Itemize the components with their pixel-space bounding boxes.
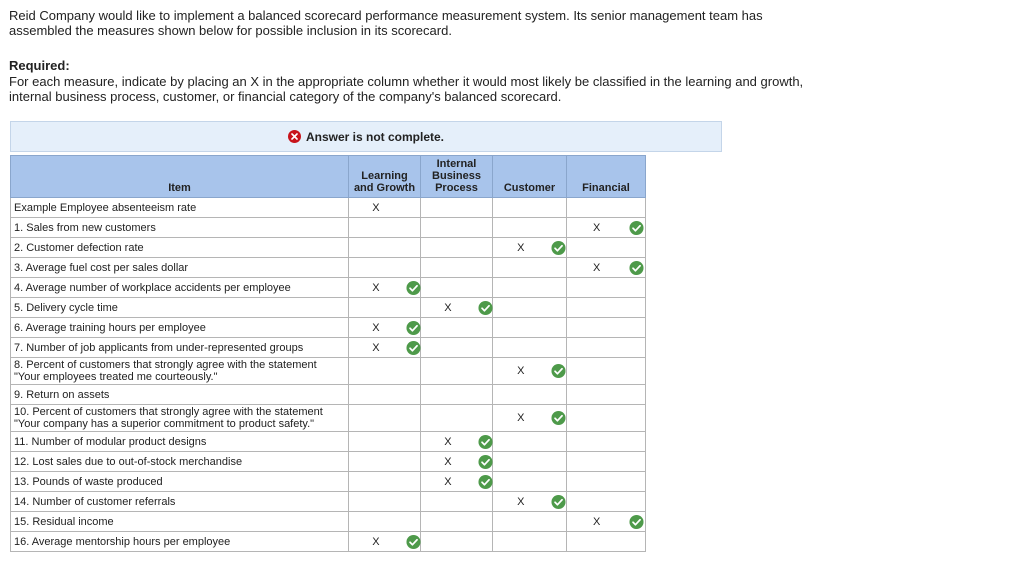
item-label: 5. Delivery cycle time bbox=[11, 298, 349, 318]
answer-cell-customer[interactable] bbox=[493, 318, 567, 338]
x-mark: X bbox=[372, 281, 380, 294]
answer-cell-financial[interactable] bbox=[567, 298, 646, 318]
item-label: 13. Pounds of waste produced bbox=[11, 472, 349, 492]
answer-cell-financial[interactable] bbox=[567, 492, 646, 512]
answer-cell-financial[interactable] bbox=[567, 198, 646, 218]
item-label: 8. Percent of customers that strongly agree with the statement "Your employees treated me courteously." bbox=[11, 358, 349, 385]
answer-cell-learning[interactable] bbox=[349, 298, 421, 318]
check-icon bbox=[406, 534, 421, 549]
header-internal-business-process: Internal Business Process bbox=[421, 156, 493, 198]
answer-cell-financial[interactable] bbox=[567, 278, 646, 298]
answer-cell-customer[interactable] bbox=[493, 432, 567, 452]
item-label: 4. Average number of workplace accidents per employee bbox=[11, 278, 349, 298]
table-row bbox=[11, 358, 646, 385]
x-mark: X bbox=[372, 341, 380, 354]
table-row bbox=[11, 452, 646, 472]
required-text: For each measure, indicate by placing an X in the appropriate column whether it would most likely be classified in the learning and growth, internal business process, customer, or financial category of the company's balanced scorecard. bbox=[9, 74, 804, 104]
answer-cell-financial[interactable] bbox=[567, 238, 646, 258]
answer-cell-customer[interactable] bbox=[493, 238, 567, 258]
x-mark: X bbox=[517, 241, 525, 254]
answer-cell-financial[interactable] bbox=[567, 532, 646, 552]
answer-cell-customer[interactable] bbox=[493, 452, 567, 472]
answer-cell-financial[interactable] bbox=[567, 385, 646, 405]
header-financial: Financial bbox=[567, 156, 646, 198]
answer-cell-internal[interactable] bbox=[421, 238, 493, 258]
answer-cell-learning[interactable] bbox=[349, 385, 421, 405]
status-banner bbox=[10, 121, 722, 152]
answer-cell-internal[interactable] bbox=[421, 318, 493, 338]
table-row bbox=[11, 198, 646, 218]
item-label: 1. Sales from new customers bbox=[11, 218, 349, 238]
check-icon bbox=[406, 320, 421, 335]
check-icon bbox=[551, 411, 566, 426]
answer-cell-financial[interactable] bbox=[567, 258, 646, 278]
answer-cell-learning[interactable] bbox=[349, 318, 421, 338]
x-mark: X bbox=[517, 365, 525, 377]
header-item: Item bbox=[11, 156, 349, 198]
scorecard-table bbox=[10, 155, 646, 552]
check-icon bbox=[478, 454, 493, 469]
item-label: 10. Percent of customers that strongly agree with the statement "Your company has a superior commitment to product safety." bbox=[11, 405, 349, 432]
check-icon bbox=[406, 340, 421, 355]
answer-cell-internal[interactable] bbox=[421, 405, 493, 432]
item-label: 15. Residual income bbox=[11, 512, 349, 532]
answer-cell-customer[interactable] bbox=[493, 512, 567, 532]
answer-cell-learning[interactable] bbox=[349, 405, 421, 432]
answer-cell-learning[interactable] bbox=[349, 512, 421, 532]
answer-cell-customer[interactable] bbox=[493, 405, 567, 432]
table-row bbox=[11, 218, 646, 238]
answer-cell-financial[interactable] bbox=[567, 512, 646, 532]
x-mark: X bbox=[444, 475, 452, 488]
item-label: 16. Average mentorship hours per employee bbox=[11, 532, 349, 552]
answer-cell-financial[interactable] bbox=[567, 472, 646, 492]
answer-cell-internal[interactable] bbox=[421, 198, 493, 218]
required-title: Required: bbox=[9, 58, 70, 73]
item-label: 2. Customer defection rate bbox=[11, 238, 349, 258]
item-label: 12. Lost sales due to out-of-stock merchandise bbox=[11, 452, 349, 472]
table-row bbox=[11, 405, 646, 432]
answer-cell-customer[interactable] bbox=[493, 338, 567, 358]
x-mark: X bbox=[592, 515, 601, 528]
item-label: 11. Number of modular product designs bbox=[11, 432, 349, 452]
answer-cell-customer[interactable] bbox=[493, 358, 567, 385]
table-row bbox=[11, 238, 646, 258]
check-icon bbox=[629, 514, 644, 529]
item-label: 6. Average training hours per employee bbox=[11, 318, 349, 338]
check-icon bbox=[478, 474, 493, 489]
x-mark: X bbox=[444, 435, 452, 448]
x-mark: X bbox=[372, 535, 380, 548]
header-learning-growth: Learning and Growth bbox=[349, 156, 421, 198]
item-label: 14. Number of customer referrals bbox=[11, 492, 349, 512]
status-text: Answer is not complete. bbox=[305, 129, 445, 144]
x-mark: X bbox=[444, 455, 452, 468]
check-icon bbox=[551, 364, 566, 379]
answer-cell-customer[interactable] bbox=[493, 492, 567, 512]
table-row bbox=[11, 338, 646, 358]
answer-cell-internal[interactable] bbox=[421, 472, 493, 492]
answer-cell-internal[interactable] bbox=[421, 452, 493, 472]
answer-cell-learning[interactable] bbox=[349, 238, 421, 258]
x-mark: X bbox=[444, 301, 452, 314]
answer-cell-internal[interactable] bbox=[421, 385, 493, 405]
answer-cell-customer[interactable] bbox=[493, 532, 567, 552]
answer-cell-internal[interactable] bbox=[421, 258, 493, 278]
check-icon bbox=[629, 220, 644, 235]
item-label: 3. Average fuel cost per sales dollar bbox=[11, 258, 349, 278]
table-row bbox=[11, 492, 646, 512]
answer-cell-internal[interactable] bbox=[421, 298, 493, 318]
x-mark: X bbox=[592, 261, 601, 274]
answer-cell-learning[interactable] bbox=[349, 492, 421, 512]
answer-cell-internal[interactable] bbox=[421, 492, 493, 512]
answer-cell-customer[interactable] bbox=[493, 198, 567, 218]
item-label: 9. Return on assets bbox=[11, 385, 349, 405]
answer-cell-learning[interactable] bbox=[349, 472, 421, 492]
answer-cell-financial[interactable] bbox=[567, 358, 646, 385]
answer-cell-customer[interactable] bbox=[493, 385, 567, 405]
answer-cell-financial[interactable] bbox=[567, 432, 646, 452]
item-label: Example Employee absenteeism rate bbox=[11, 198, 349, 218]
answer-cell-internal[interactable] bbox=[421, 338, 493, 358]
check-icon bbox=[478, 300, 493, 315]
table-row bbox=[11, 258, 646, 278]
answer-cell-internal[interactable] bbox=[421, 218, 493, 238]
answer-cell-learning[interactable] bbox=[349, 532, 421, 552]
header-customer: Customer bbox=[493, 156, 567, 198]
answer-cell-internal[interactable] bbox=[421, 358, 493, 385]
x-mark: X bbox=[372, 321, 380, 334]
x-mark: X bbox=[517, 412, 525, 424]
answer-cell-customer[interactable] bbox=[493, 218, 567, 238]
table-row bbox=[11, 298, 646, 318]
check-icon bbox=[551, 494, 566, 509]
table-row bbox=[11, 385, 646, 405]
answer-cell-financial[interactable] bbox=[567, 405, 646, 432]
answer-cell-learning[interactable] bbox=[349, 278, 421, 298]
check-icon bbox=[629, 260, 644, 275]
answer-cell-learning[interactable] bbox=[349, 358, 421, 385]
table-row bbox=[11, 472, 646, 492]
answer-cell-learning[interactable] bbox=[349, 198, 421, 218]
check-icon bbox=[551, 240, 566, 255]
check-icon bbox=[406, 280, 421, 295]
answer-cell-financial[interactable] bbox=[567, 318, 646, 338]
table-row bbox=[11, 318, 646, 338]
answer-cell-internal[interactable] bbox=[421, 432, 493, 452]
answer-cell-financial[interactable] bbox=[567, 338, 646, 358]
answer-cell-financial[interactable] bbox=[567, 218, 646, 238]
x-mark: X bbox=[517, 495, 525, 508]
answer-cell-learning[interactable] bbox=[349, 452, 421, 472]
table-row bbox=[11, 532, 646, 552]
answer-cell-financial[interactable] bbox=[567, 452, 646, 472]
answer-cell-learning[interactable] bbox=[349, 258, 421, 278]
table-header-row bbox=[11, 156, 646, 198]
x-circle-icon bbox=[288, 130, 301, 143]
answer-cell-learning[interactable] bbox=[349, 338, 421, 358]
answer-cell-internal[interactable] bbox=[421, 532, 493, 552]
answer-cell-internal[interactable] bbox=[421, 278, 493, 298]
answer-cell-customer[interactable] bbox=[493, 298, 567, 318]
table-row bbox=[11, 278, 646, 298]
item-label: 7. Number of job applicants from under-represented groups bbox=[11, 338, 349, 358]
answer-cell-customer[interactable] bbox=[493, 472, 567, 492]
answer-cell-learning[interactable] bbox=[349, 432, 421, 452]
table-row bbox=[11, 512, 646, 532]
table-row bbox=[11, 432, 646, 452]
answer-cell-customer[interactable] bbox=[493, 258, 567, 278]
x-mark: X bbox=[372, 201, 380, 214]
check-icon bbox=[478, 434, 493, 449]
intro-text: Reid Company would like to implement a balanced scorecard performance measurement system. Its senior management team has assembled the measures shown below for possible inclusion in its scorecard. bbox=[9, 8, 763, 38]
answer-cell-internal[interactable] bbox=[421, 512, 493, 532]
answer-cell-customer[interactable] bbox=[493, 278, 567, 298]
x-mark: X bbox=[592, 221, 601, 234]
answer-cell-learning[interactable] bbox=[349, 218, 421, 238]
